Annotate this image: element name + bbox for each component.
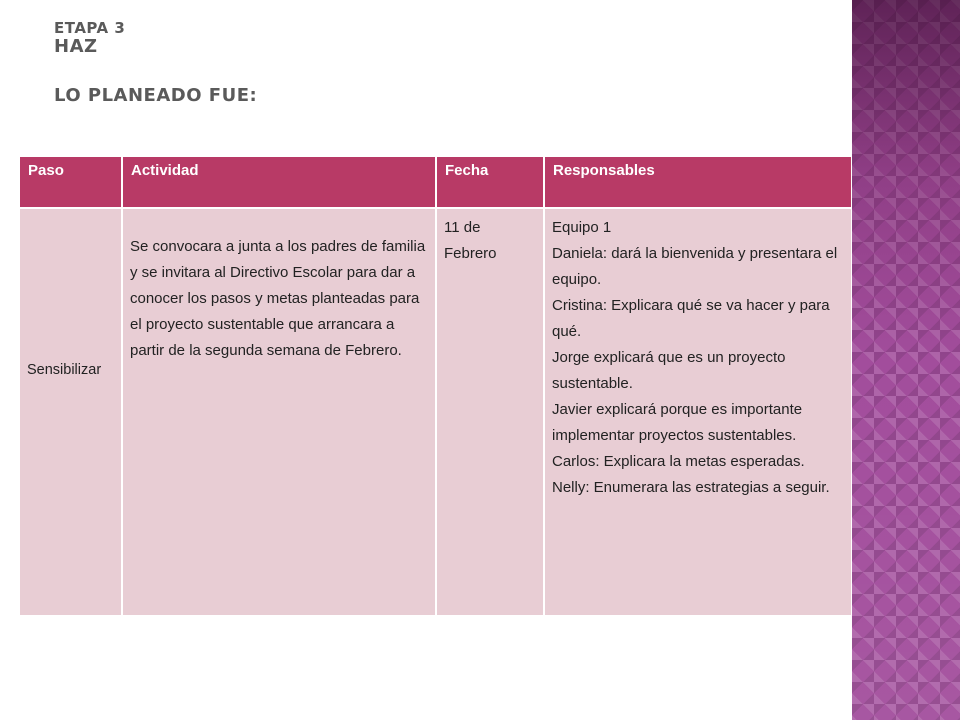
- table-header-row: [19, 156, 852, 208]
- fecha-cell: 11 de Febrero: [436, 208, 544, 616]
- responsables-team: Equipo 1: [552, 219, 612, 236]
- responsables-cell: [544, 208, 852, 616]
- header-actividad: Actividad: [122, 156, 436, 208]
- table-row: [19, 208, 852, 616]
- stage-title: ETAPA 3: [54, 19, 126, 37]
- responsables-item: Daniela: dará la bienvenida y presentara el equipo.: [552, 245, 838, 288]
- slide-title: [54, 20, 257, 106]
- responsables-item: Jorge explicará que es un proyecto sustentable.: [552, 349, 786, 392]
- title-spacer: [54, 56, 257, 86]
- responsables-item: Nelly: Enumerara las estrategias a seguir.: [552, 479, 830, 496]
- responsables-item: Javier explicará porque es importante implementar proyectos sustentables.: [552, 401, 803, 444]
- actividad-cell: [122, 208, 436, 616]
- header-responsables: Responsables: [544, 156, 852, 208]
- paso-cell: Sensibilizar: [19, 208, 122, 616]
- planned-title: LO PLANEADO FUE:: [54, 85, 258, 107]
- responsables-item: Carlos: Explicara la metas esperadas.: [552, 453, 805, 470]
- decorative-side-strip: [852, 0, 960, 720]
- action-title: HAZ: [54, 35, 98, 57]
- actividad-text: Se convocara a junta a los padres de familia y se invitara al Directivo Escolar para dar a conocer los pasos y metas planteadas para el proyecto sustentable que arrancara a partir de la segunda semana de Febrero.: [130, 238, 426, 359]
- header-fecha: Fecha: [436, 156, 544, 208]
- responsables-item: Cristina: Explicara qué se va hacer y para qué.: [552, 297, 830, 340]
- plan-table: [18, 155, 853, 617]
- header-paso: Paso: [19, 156, 122, 208]
